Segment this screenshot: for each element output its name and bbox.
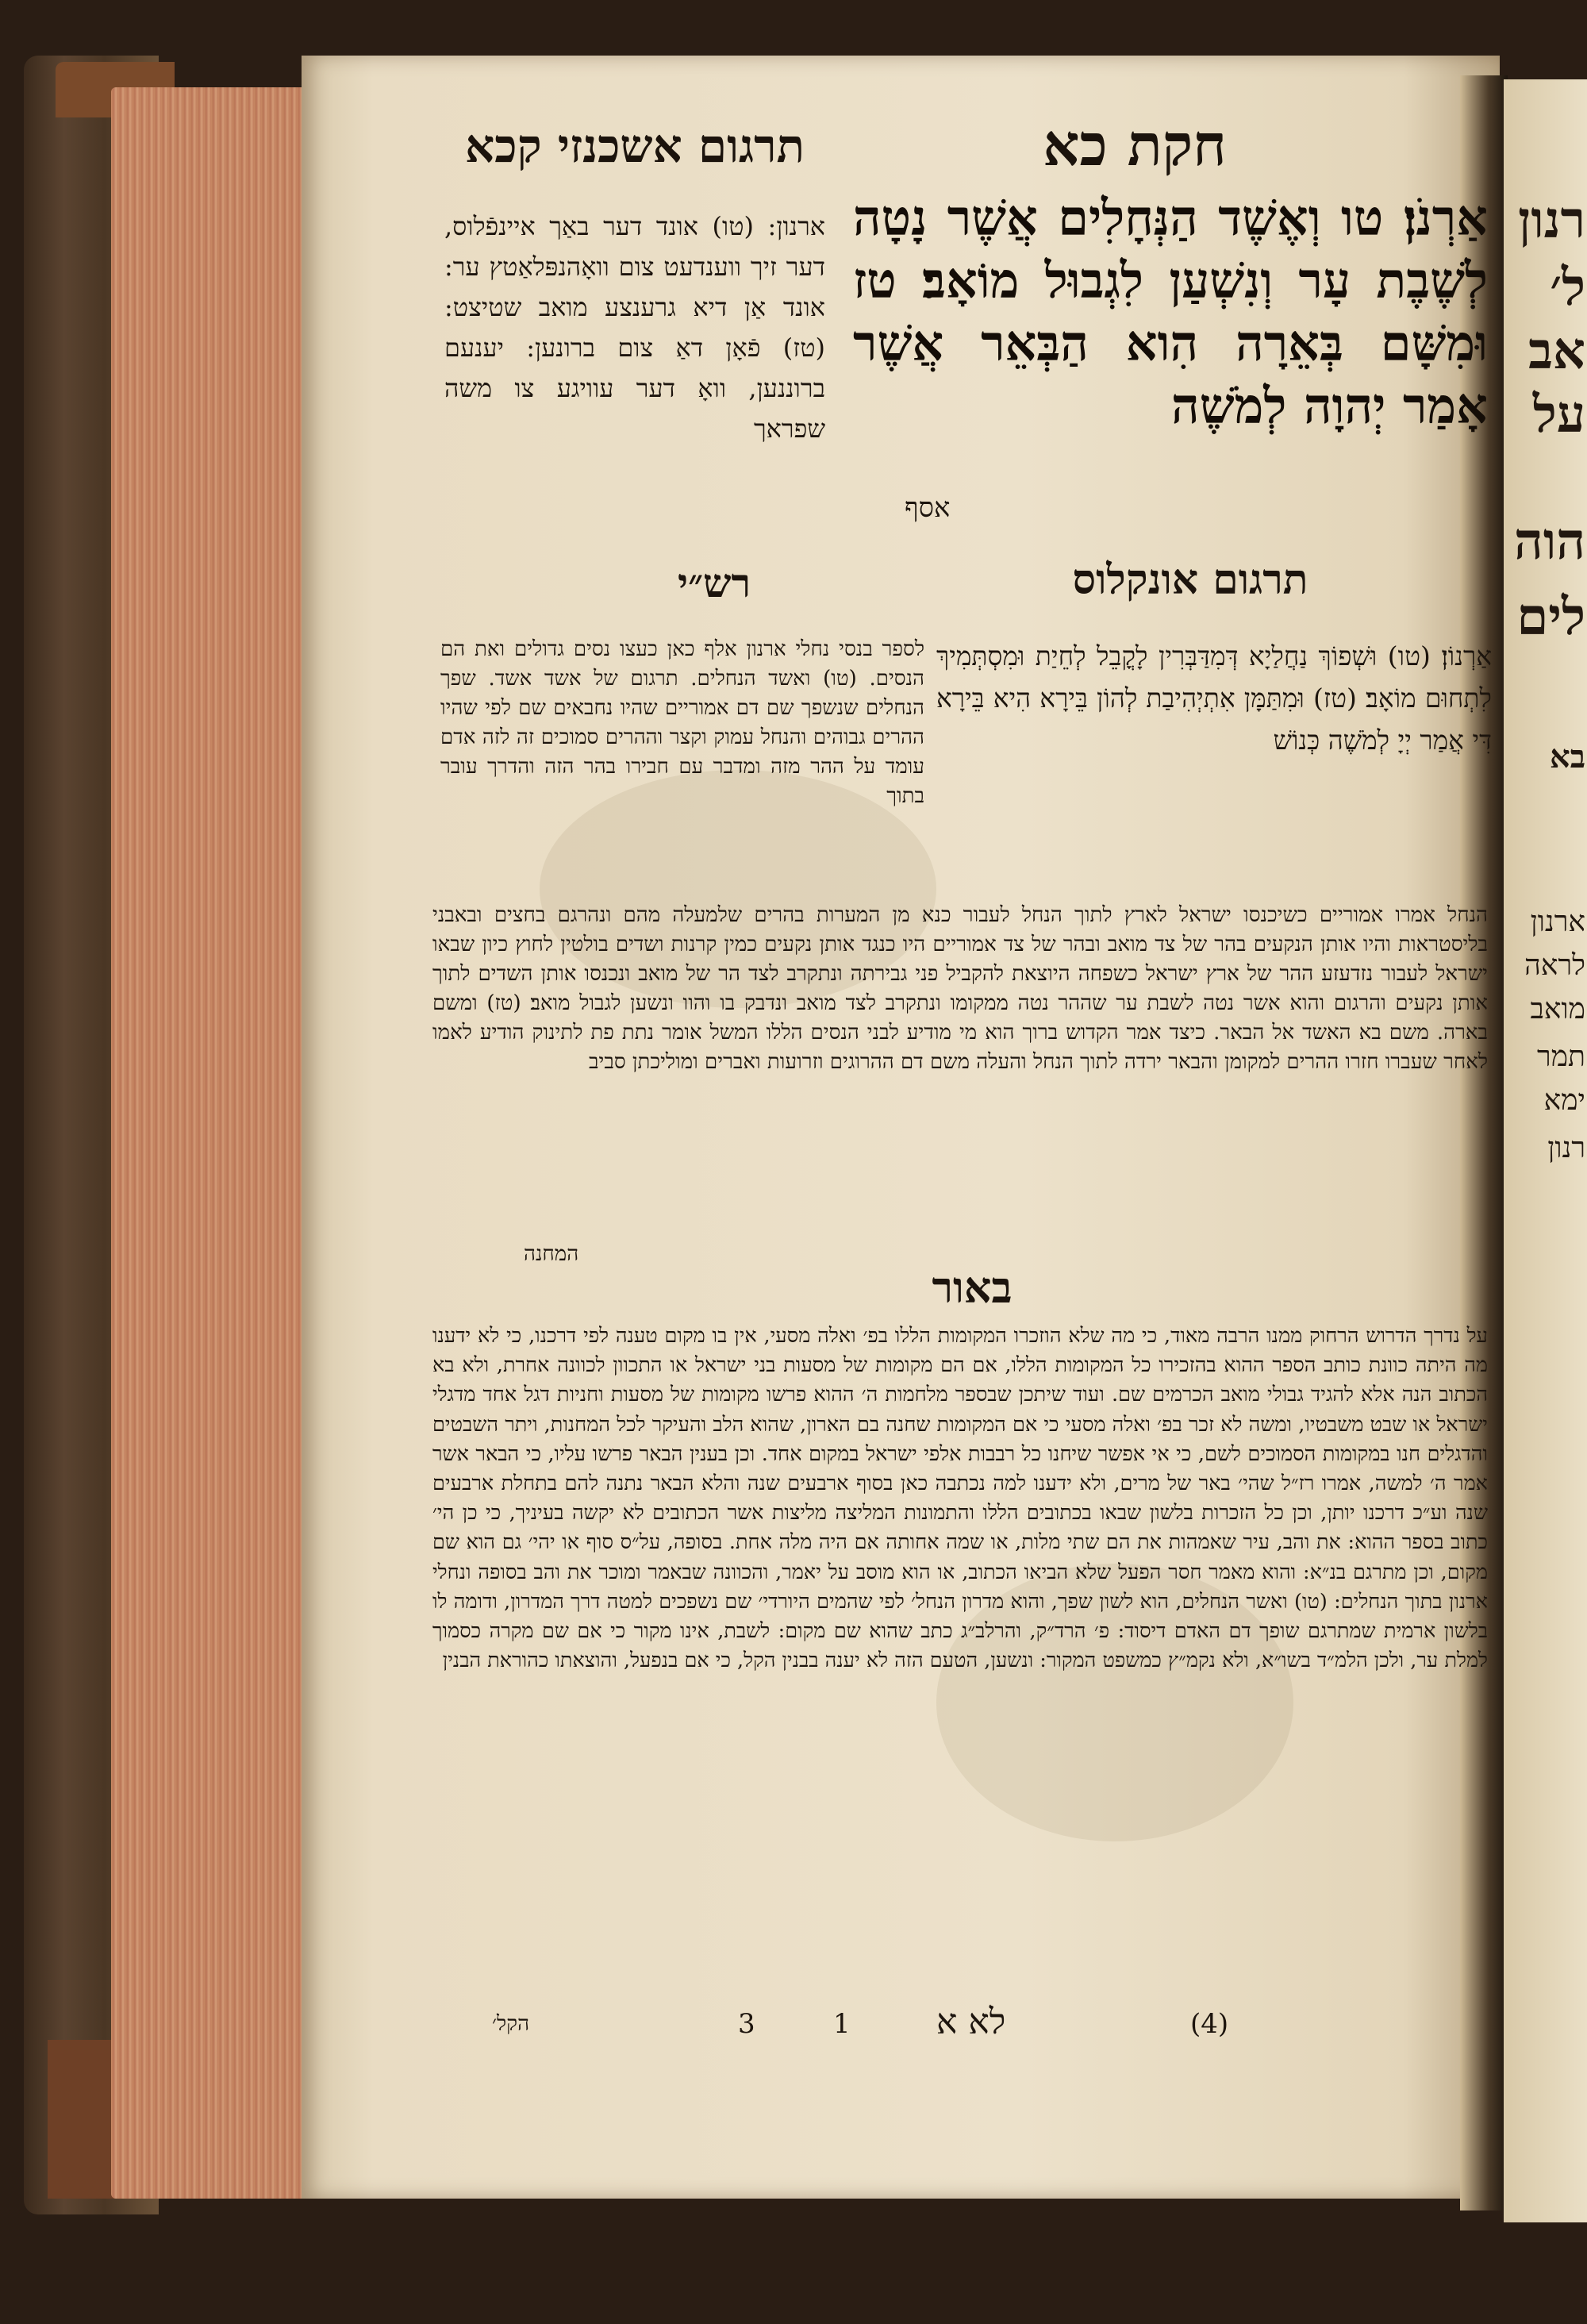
facing-line: על xyxy=(1532,385,1585,444)
biur-title: באור xyxy=(932,1262,1013,1313)
onkelos-title: תרגום אונקלוס xyxy=(1072,556,1308,604)
signature-mark: לא א xyxy=(936,2002,1006,2042)
facing-line: בא xyxy=(1550,738,1585,775)
page-number: (4) xyxy=(1190,2008,1229,2040)
facing-line: לראה xyxy=(1524,949,1585,982)
torah-verse-text: אַרְנֹן׃ טו וְאֶשֶׁד הַנְּחָלִים אֲשֶׁר נָטָה לְשֶׁבֶת עָר וְנִשְׁעַן לִגְבוּל מוֹאָב׃ טז וּמִשָּׁם בְּאֵרָה הִוא הַבְּאֵר אֲשֶׁר אָמַר יְהוָה לְמֹשֶׁה xyxy=(853,189,1488,435)
signature-mark: 3 xyxy=(738,2008,755,2040)
facing-page xyxy=(1504,79,1587,2222)
rashi-text-column: לספר בנסי נחלי ארנון אלף כאן כעצו נסים גדולים ואת הם הנסים. (טו) ואשד הנחלים. תרגום של אשד אשד. שפך הנחלים שנשפך שם דם אמוריים שהיו נחבאים שם לפי שהיו ההרים גבוהים והנחל עמוק וקצר וההרים סמוכים זה לזה אדם עומד על ההר מזה ומדבר עם חבירו בהר הזה והדרך עובר בתוך xyxy=(440,637,924,808)
signature-mark: 1 xyxy=(833,2008,851,2040)
verse-catchword: אסף xyxy=(905,492,951,524)
facing-line: ארנון xyxy=(1530,906,1585,938)
facing-line: רנון xyxy=(1547,1132,1585,1164)
facing-line: הוה xyxy=(1514,512,1585,571)
facing-line: לים xyxy=(1516,587,1585,647)
facing-line: אב xyxy=(1528,321,1585,381)
facing-line: ל׳ xyxy=(1550,258,1585,317)
biur-text: על נדרך הדרוש הרחוק ממנו הרבה מאוד, כי מה שלא הוזכרו המקומות הללו בפ׳ ואלה מסעי, אין בו מקום טענה לפי דרכנו, כי לא ידענו מה היתה כוונת כותב הספר ההוא בהזכירו כל המקומות הללו, אם הם מקומות של מסעות בני ישראל או התכוון לכוונה אחרת, ולא בא הכתוב הנה אלא להגיד גבולי מואב הכרמים שם. ועוד שיתכן שבספר מלחמות ה׳ ההוא פרשו מקומות של מסעות וחניות דגל אחד מדגלי ישראל או שבט משבטיו, ומשה לא זכר בפ׳ ואלה מסעי כי אם המקומות שחנה בם הארון, שהוא הלב והעיקר לכל המחנות, ויתר השבטים והדגלים חנו במקומות הסמוכים לשם, כי אי אפשר שיחנו כל רבבות אלפי ישראל במקום אחד. וכן בענין הבאר פרשו עליו, כי הבאר אשר אמר ה׳ למשה, אמרו רז״ל שהי׳ באר של מרים, ולא ידענו למה נכתבה כאן בסוף ארבעים שנה והלא הבאר נתנה להם בתחלת ארבעים שנה וע״כ דרכנו יותן, וכן כל הזכרות בלשון שבאו בכתובים הללו והתמונות המליצה מליצות אשר הכתובים לא יקשה בעיניך, כי כן הי׳ כתוב בספר ההוא: את והב, עיר שאמהות את הם שתי מלות, או שמה אחותה אם היה מלה אחת. בסופה, על״ס סוף או יהי׳ גם הוא שם מקום, וכן מתרגם בנ״א: והוא מאמר חסר הפעל שלא הביאו הכתוב, או הוא מוסב על יאמר, והכוונה שבאמר ומוכר את והב בסופה ונחלי ארנון בתוך הנחלים: (טו) ואשר הנחלים, הוא לשון שפך, והוא מדרון הנחל׳ לפי שהמים היורדי׳ שם נשפכים למטה דרך המדרון, ודומה לו בלשון ארמית שמתרגם שופך דם האדם דיסוד: פ׳ הרד״ק, והרלב״ג כתב שהוא שם מקום: לשבת, אינו מקור כי אם שם מקרה כסמוך למלת ער, ולכן הלמ״ד בשו״א, ולא נקמ״ץ כמשפט המקור: ונשען, הטעם הזה לא יענה בבנין הקל, כי אם בנפעל, והוצאתו כהוראת הבנין xyxy=(432,1324,1488,1673)
facing-line: מואב xyxy=(1530,993,1585,1025)
facing-line: רנון xyxy=(1518,190,1585,250)
rashi-title: רש״י xyxy=(677,560,751,606)
rashi-end-word: המחנה xyxy=(524,1242,579,1266)
running-head-translation: תרגום אשכנזי קכא xyxy=(465,119,805,173)
onkelos-text: אַרְנוֹן׃ (טו) וּשְׁפוֹךְ נַחֲלַיָא דְּמִדַּבְּרִין לָקֳבֵל לְחֵיַת וּמִסְתְּמִיךְ לִתְחוּם מוֹאָב׃ (טז) וּמִתַּמָּן אִתְיְהִיבַת לְהוֹן בֵּירָא הִיא בֵּירָא דִּי אֲמַר יְיָ לְמֹשֶׁה כְּנוֹשׁ xyxy=(936,641,1492,756)
facing-line: תמר xyxy=(1537,1041,1585,1073)
rashi-text-wide: הנחל אמרו אמוריים כשיכנסו ישראל לארץ לתוך הנחל לעבור כנא מן המערות בהרים שלמעלה מהם ונהרגם בחצים ובאבני בליסטראות והיו אותן הנקעים בהר של צד מואב ובהר של צד אמוריים היו כנגד אותן נקעים כמין קרנות ושדים בולטין לחוץ כיון שבאו ישראל לעבור נזדעזע ההר של ארץ ישראל כשפחה היוצאת להקביל פני גבירתה ונתקרב לצד הר של מואב ונכנסו אותן השדים לתוך אותן נקעים והרגום והוא אשר נטה לשבת ער שההר נטה ממקומו ונתקרב לצד מואב ונדבק בו והוו ונשען לגבול מואב׃ (טז) ומשם בארה. משם בא האשד אל הבאר. כיצד אמר הקדוש ברוך הוא מי מודיע לבני הנסים הללו המשל אומר נתת פת לתינוק הודיע לאמו לאחר שעברו חזרו ההרים למקומן והבאר ירדה לתוך הנחל והעלה משם דם ההרוגים וזרועות ואברים ומוליכתן סביב xyxy=(432,903,1488,1074)
yiddish-translation-text: ארנון: (טו) אונד דער באַך איינפֿלוס, דער זיך ווענדעט צום וואָהנפּלאַטץ ער: אונד אַן דיא גרענצע מואב שטיצט: (טז) פֿאָן דאַ צום ברונען: יענעם ברוננען, וואָ דער עוויגע צו משה שפראך xyxy=(444,211,825,444)
page-edges xyxy=(111,87,325,2199)
footer-catchword: הקל׳ xyxy=(492,2012,530,2036)
facing-line: ימא xyxy=(1543,1084,1585,1117)
running-head-parasha: חקת כא xyxy=(1043,111,1227,179)
